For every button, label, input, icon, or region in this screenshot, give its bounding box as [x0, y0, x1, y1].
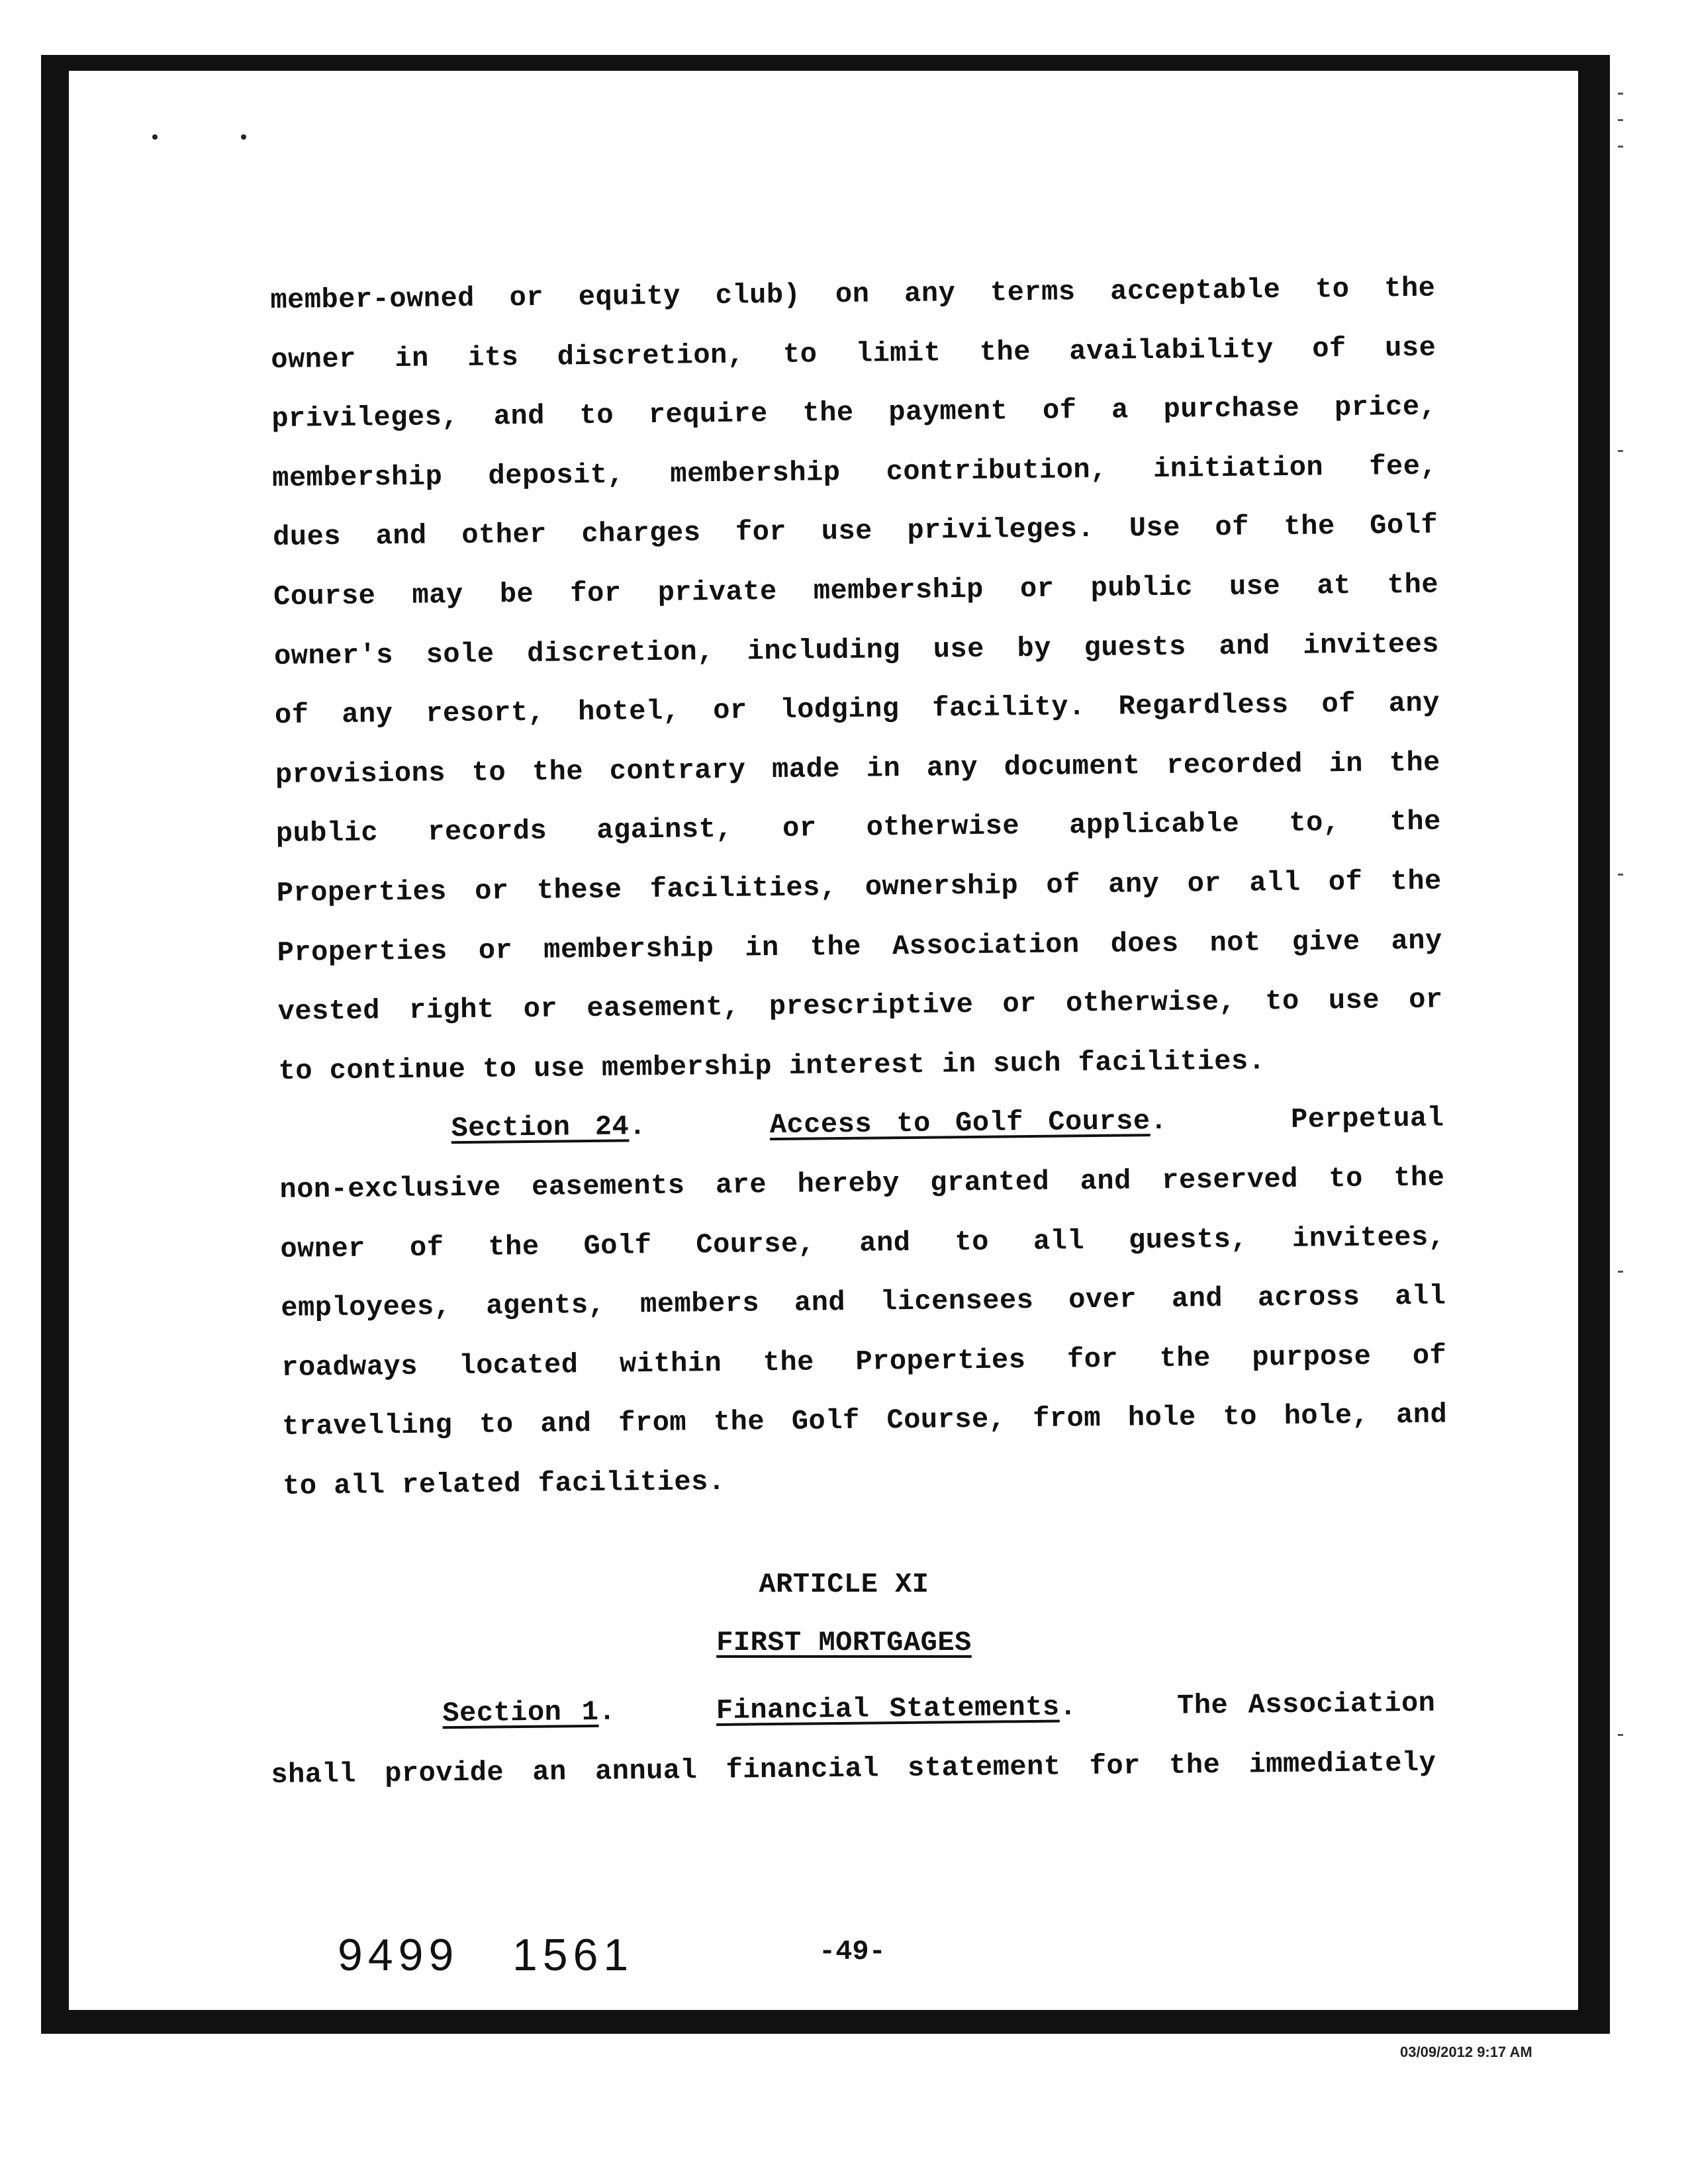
- text-line: owner's sole discretion, including use by guests and invitees: [273, 628, 1440, 672]
- book-number: 9499: [338, 1930, 459, 1980]
- section-1-title: Financial Statements: [716, 1691, 1060, 1727]
- text-line: employees, agents, members and licensees over and across all: [281, 1280, 1446, 1325]
- section-1-label: Section 1: [442, 1696, 599, 1730]
- paragraph-golf-course-use: [270, 259, 1444, 1102]
- text-line: Properties or membership in the Association does not give any: [277, 925, 1442, 969]
- text-line: owner in its discretion, to limit the availability of use: [271, 332, 1436, 376]
- text-line: Properties or these facilities, ownership of any or all of the: [276, 865, 1442, 909]
- scan-speck: [241, 134, 246, 140]
- text-line: membership deposit, membership contribution, initiation fee,: [272, 450, 1438, 494]
- page-number: -49-: [819, 1936, 886, 1968]
- section-24-heading-line: Section 24. Access to Golf Course. Perpetual: [451, 1102, 1444, 1145]
- text-line: shall provide an annual financial statement for the immediately: [271, 1747, 1436, 1791]
- text-line: public records against, or otherwise applicable to, the: [275, 805, 1442, 850]
- scan-edge-marks: [1615, 79, 1628, 1999]
- text-line: member-owned or equity club) on any terms acceptable to the: [270, 272, 1436, 316]
- section-24-title: Access to Golf Course: [769, 1105, 1150, 1142]
- article-heading: ARTICLE XI: [759, 1569, 929, 1600]
- text-line: dues and other charges for use privileges. Use of the Golf: [272, 509, 1438, 554]
- section-24-first-line: Perpetual: [1290, 1102, 1444, 1136]
- scan-speck: [152, 134, 158, 140]
- text-line: vested right or easement, prescriptive or otherwise, to use or: [277, 983, 1443, 1028]
- text-line: privileges, and to require the payment of a purchase price,: [271, 390, 1437, 435]
- article-subheading: FIRST MORTGAGES: [716, 1627, 972, 1659]
- document-body: [270, 259, 1448, 1517]
- page-reference: 1561: [512, 1930, 634, 1980]
- section-24-label: Section 24: [451, 1111, 630, 1145]
- text-line: travelling to and from the Golf Course, from hole to hole, and: [282, 1398, 1448, 1443]
- section-1-paragraph: [270, 1674, 1436, 1805]
- section-1-first-line: The Association: [1176, 1687, 1436, 1722]
- text-line: roadways located within the Properties for the purpose of: [281, 1340, 1447, 1384]
- recording-reference: [338, 1929, 633, 1981]
- section-1-heading-line: Section 1. Financial Statements. The Association: [442, 1687, 1436, 1730]
- text-line: of any resort, hotel, or lodging facility. Regardless of any: [274, 687, 1440, 732]
- section-24-paragraph: [279, 1089, 1448, 1517]
- text-line: provisions to the contrary made in any document recorded in the: [275, 747, 1441, 791]
- text-line: non-exclusive easements are hereby granted and reserved to the: [279, 1161, 1445, 1206]
- scan-frame-right-edge: [1578, 854, 1610, 2032]
- scan-timestamp: 03/09/2012 9:17 AM: [1400, 2044, 1532, 2060]
- text-line: to continue to use membership interest in such facilities.: [278, 1045, 1266, 1087]
- text-line: to all related facilities.: [282, 1465, 726, 1502]
- text-line: Course may be for private membership or public use at the: [273, 569, 1439, 613]
- text-line: owner of the Golf Course, and to all guests, invitees,: [280, 1220, 1446, 1265]
